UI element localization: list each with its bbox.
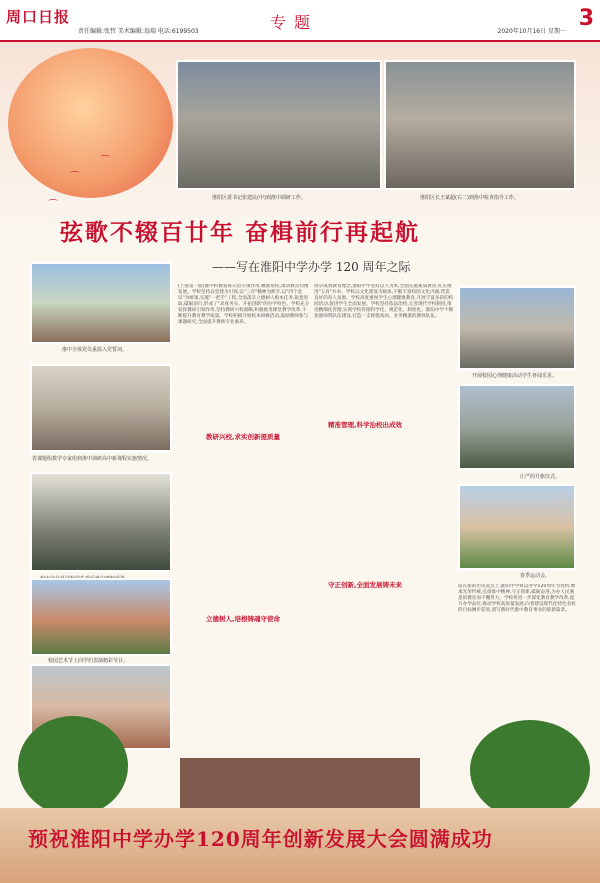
bird-icon: ⌒ (48, 200, 58, 211)
caption-left-1: 淮中全体党员重温入党誓词。 (62, 347, 128, 353)
page-number: 3 (578, 6, 594, 31)
headline: 弦歌不辍百廿年 奋楫前行再起航 (60, 219, 421, 246)
caption-right-1: 开展校园心理健康活动学生喜闻乐见。 (472, 373, 558, 379)
photo-top-right (384, 60, 576, 190)
photo-left-2 (30, 364, 172, 452)
issue-date: 2020年10月16日 星期一 (497, 28, 566, 35)
subhead-3: 精准管理,科学治校出成效 (328, 421, 402, 429)
banner-slogan: 预祝淮阳中学办学120周年创新发展大会圆满成功 (28, 827, 493, 851)
caption-top-left: 淮阳区委书记张建民(中)到淮中调研工作。 (212, 195, 306, 201)
article-column-3: 站在新的历史起点上,淮阳中学将以办学120周年为契机,继承光荣传统,弘扬淮中精神,守正创新,砥砺奋进,为办人民满意的教育而不懈努力。学校将进一步深化教育教学改革,提升办学品位,推动学校高质量发展,向着建设现代化特色名校的目标阔步前进,谱写新时代淮中教育事业的崭新篇章。 (458, 584, 576, 613)
editor-credits: 责任编辑:张哲 美术编辑:翁瑞 电话:6199503 (78, 28, 199, 35)
photo-left-1 (30, 262, 172, 344)
bird-icon: ⌒ (100, 156, 110, 167)
caption-left-2: 省课题组教学专家组到淮中调研高中新课程实施情况。 (32, 456, 153, 462)
subhead-1: 教研兴校,求实创新提质量 (206, 433, 280, 441)
bird-icon: ⌒ (70, 172, 80, 183)
sun-decoration (8, 48, 173, 198)
caption-left-4: 校园艺术节上同学们表演精彩节目。 (48, 658, 129, 664)
article-column-1: (上接第一版)淮中积极发挥示范引领作用,精准帮扶,推动教育均衡发展。学校坚持以党建为引领,以"三有"精神为抓手,以"四个意识"为统领,实施"一把手"工程,全面落实立德树人根本任务,锐意进取,砥砺前行,形成了"求真务实、开拓创新"的办学特色。学校充分发挥教研引领作用,坚持教研兴校战略,积极推进课堂教学改革,不断提升教育教学质量。学校积极开展校本研修活动,鼓励教师参与课题研究,全面提升教师专业素养。 (178, 284, 310, 325)
caption-right-3: 春季运动会。 (520, 573, 551, 579)
subheadline: ——写在淮阳中学办学 120 周年之际 (212, 260, 411, 274)
photo-right-2 (458, 384, 576, 470)
caption-top-right: 淮阳区长王斌超(右二)到淮中检查指导工作。 (420, 195, 519, 201)
photo-left-3 (30, 472, 172, 572)
photo-left-4 (30, 578, 172, 656)
masthead: 周口日报 (6, 8, 71, 26)
tree-decoration (470, 720, 590, 820)
photo-top-left (176, 60, 382, 190)
caption-right-2: 庄严的升旗仪式。 (520, 474, 561, 480)
photo-right-3 (458, 484, 576, 570)
subhead-4: 守正创新,全面发展铸未来 (328, 581, 402, 589)
photo-right-1 (458, 286, 576, 370)
school-building (180, 758, 420, 813)
article-column-2: 找早成熟教育理念,淮阳中学坚持以人为本,全面实施素质教育,扎实推进"五育"并举。学校以文化建设为载体,不断丰富校园文化内涵,营造良好的育人氛围。学校高度重视学生心理健康教育,开展丰富多彩的校园活动,促进学生全面发展。学校坚持依法治校,完善现代学校制度,推进精细化管理,实现学校管理科学化、规范化、制度化。淮阳中学不断加强师资队伍建设,打造一支师德高尚、业务精湛的教师队伍。 (314, 284, 454, 319)
section-title: 专题 (270, 13, 319, 32)
tree-decoration (18, 716, 128, 816)
subhead-2: 立德树人,培根铸魂守使命 (206, 615, 280, 623)
